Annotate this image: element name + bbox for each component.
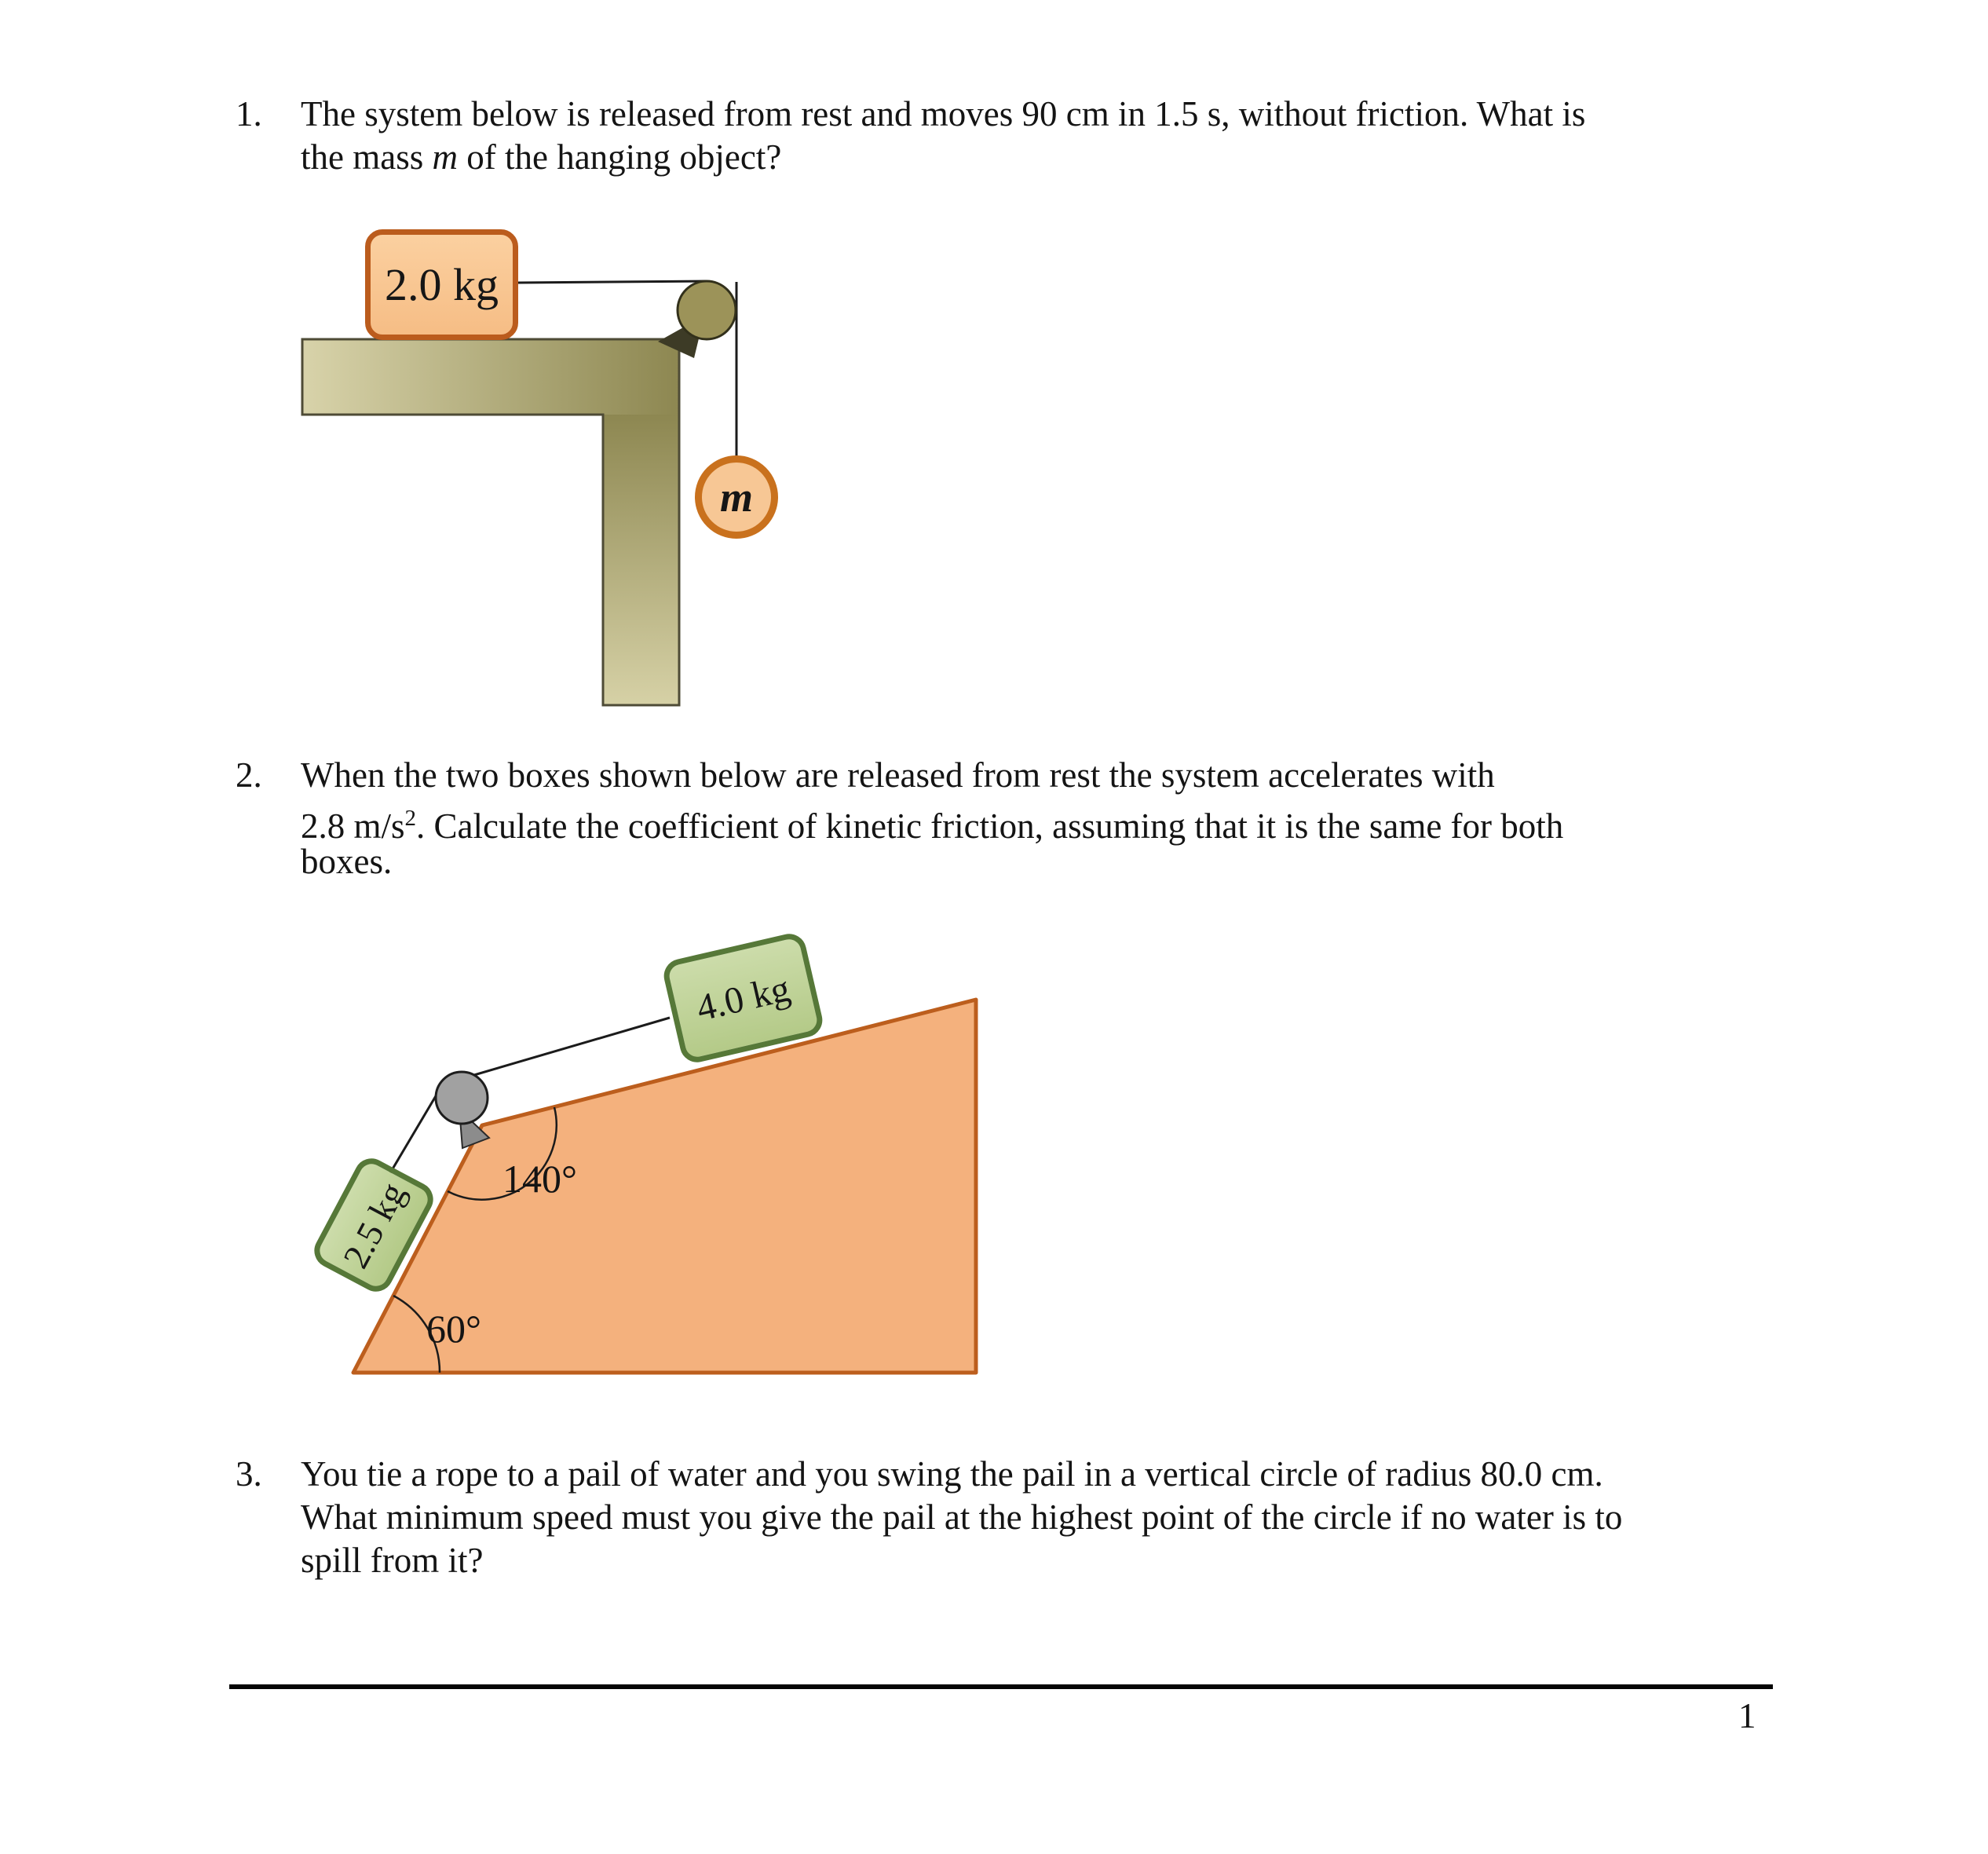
block-2kg — [365, 229, 518, 340]
problem-2-number: 2. — [236, 755, 262, 795]
footer-divider — [229, 1684, 1773, 1689]
block-4kg-label: 4.0 kg — [693, 967, 794, 1029]
string-to-incline-block — [469, 1018, 670, 1077]
pulley-icon-2 — [436, 1072, 488, 1124]
page-number: 1 — [1738, 1696, 1756, 1735]
hanging-mass — [695, 455, 778, 539]
problem-1-mass-symbol: m — [432, 137, 458, 177]
problem-3-line-2: What minimum speed must you give the pail at the highest point of the circle if no water is to — [301, 1497, 1623, 1537]
problem-2-line-2 — [301, 797, 1563, 848]
problem-1-line-1: The system below is released from rest and moves 90 cm in 1.5 s, without friction. What is — [301, 94, 1586, 133]
acceleration-value: 2.8 m/s — [301, 806, 405, 846]
string-horizontal — [518, 281, 707, 283]
problem-2-line-1: When the two boxes shown below are released from rest the system accelerates with — [301, 755, 1495, 795]
block-2kg-label: 2.0 kg — [385, 259, 499, 310]
diagram-table-pulley — [302, 281, 736, 705]
problem-1-line-2 — [301, 136, 781, 179]
problem-2-line-3: boxes. — [301, 842, 393, 881]
problem-1-line-2-post: of the hanging object? — [457, 137, 782, 177]
acceleration-exponent: 2 — [404, 806, 417, 831]
problem-1-number: 1. — [236, 94, 262, 133]
string-to-hanging-block — [389, 1091, 439, 1176]
problem-3-line-3: spill from it? — [301, 1541, 484, 1580]
hanging-mass-label: m — [719, 474, 753, 521]
table-leg — [603, 415, 679, 705]
angle-label-60: 60° — [426, 1307, 481, 1351]
problem-2-line-2-rest: . Calculate the coefficient of kinetic friction, assuming that it is the same for both — [416, 806, 1564, 846]
pulley-icon — [678, 281, 736, 339]
problem-1-line-2-pre: the mass — [301, 137, 433, 177]
problem-3-line-1: You tie a rope to a pail of water and you swing the pail in a vertical circle of radius 80.0 cm. — [301, 1454, 1603, 1494]
angle-label-140: 140° — [502, 1157, 577, 1201]
problem-3-number: 3. — [236, 1454, 262, 1494]
table-top-surface — [302, 339, 679, 415]
block-25kg-label: 2.5 kg — [334, 1176, 413, 1274]
